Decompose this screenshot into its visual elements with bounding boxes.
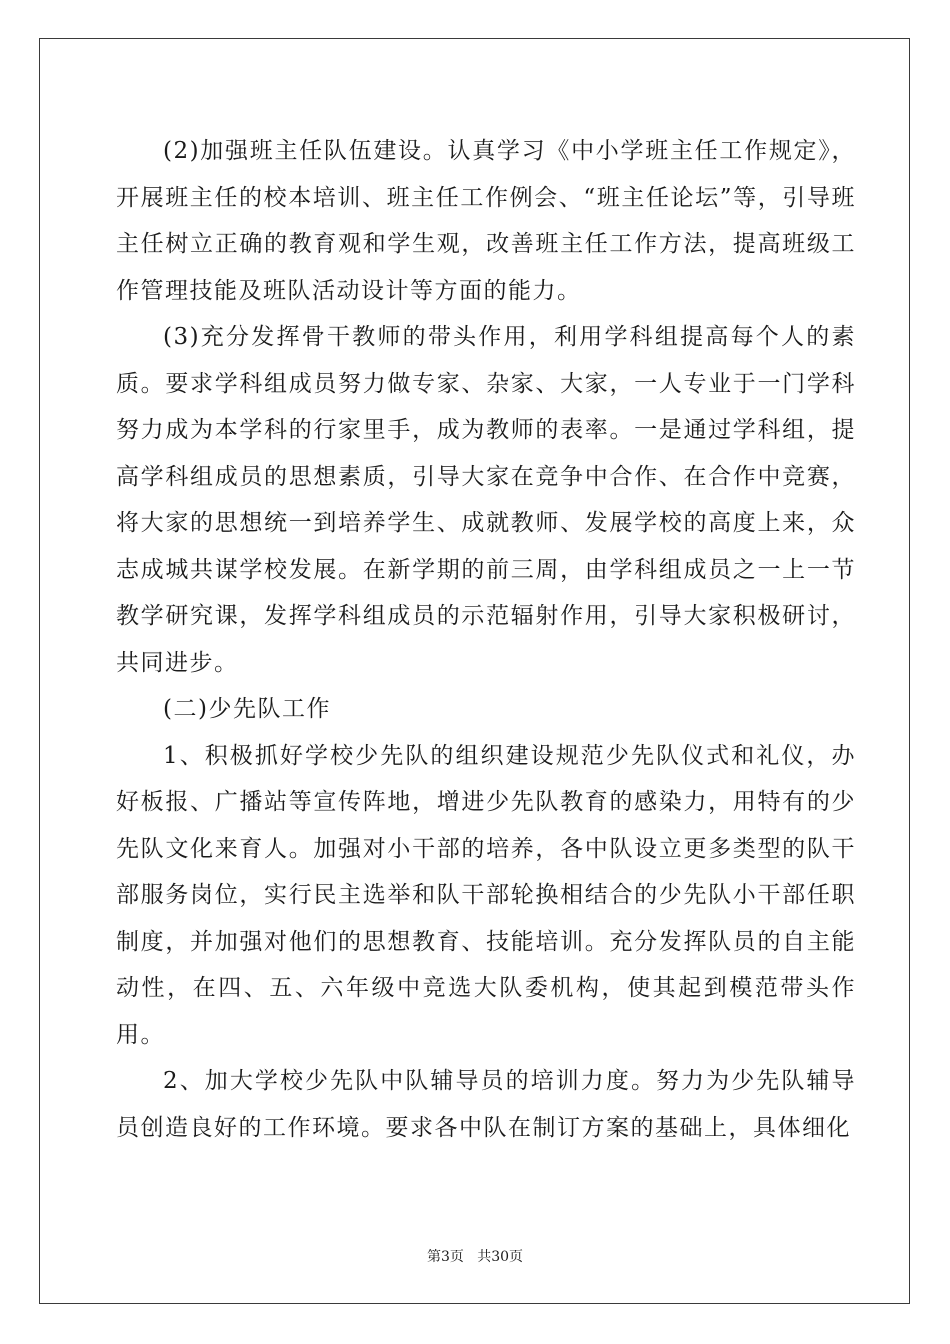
page-number-footer: 第3页 共30页 [426, 1249, 524, 1265]
section-heading-young-pioneers: (二)少先队工作 [163, 696, 331, 722]
paragraph-pioneer-organization: 1、积极抓好学校少先队的组织建设规范少先队仪式和礼仪，办好板报、广播站等宣传阵地，增进少先队教育的感染力，用特有的少先队文化来育人。加强对小干部的培养，各中队设立更多类型的队干部服务岗位，实行民主选举和队干部轮换相结合的少先队小干部任职制度，并加强对他们的思想教育、技能培训。充分发挥队员的自主能动性，在四、五、六年级中竞选大队委机构，使其起到模范带头作用。 [116, 742, 856, 1048]
paragraph-counselor-training: 2、加大学校少先队中队辅导员的培训力度。努力为少先队辅导员创造良好的工作环境。要求各中队在制订方案的基础上，具体细化 [116, 1068, 856, 1141]
document-body [116, 128, 856, 1151]
paragraph-backbone-teachers: (3)充分发挥骨干教师的带头作用，利用学科组提高每个人的素质。要求学科组成员努力做专家、杂家、大家，一人专业于一门学科努力成为本学科的行家里手，成为教师的表率。一是通过学科组，提高学科组成员的思想素质，引导大家在竞争中合作、在合作中竞赛，将大家的思想统一到培养学生、成就教师、发展学校的高度上来，众志成城共谋学校发展。在新学期的前三周，由学科组成员之一上一节教学研究课，发挥学科组成员的示范辐射作用，引导大家积极研讨，共同进步。 [116, 324, 856, 676]
paragraph-teacher-team: (2)加强班主任队伍建设。认真学习《中小学班主任工作规定》，开展班主任的校本培训、班主任工作例会、“班主任论坛”等，引导班主任树立正确的教育观和学生观，改善班主任工作方法，提高班级工作管理技能及班队活动设计等方面的能力。 [116, 138, 856, 304]
